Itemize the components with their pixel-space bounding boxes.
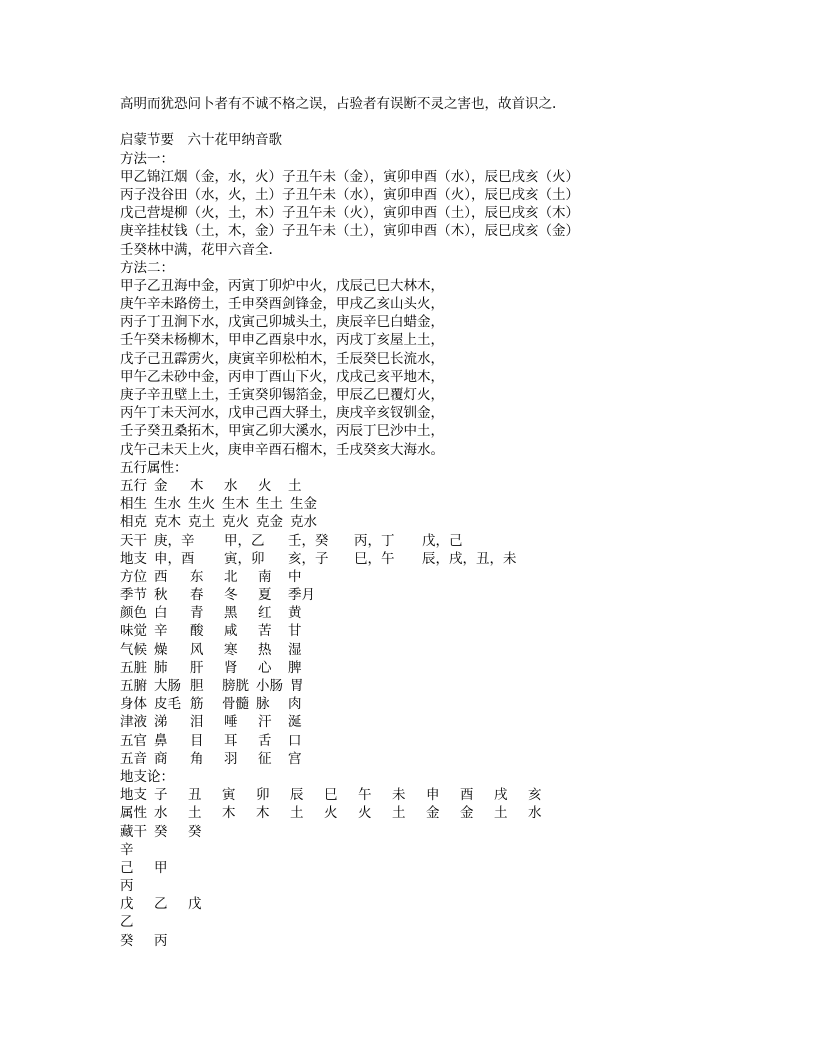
wuxing-row [120, 750, 800, 768]
section-title: 启蒙节要 六十花甲纳音歌 [120, 132, 282, 149]
dizhi-attribute-row [120, 804, 800, 822]
cell: 脉 [256, 696, 270, 713]
method1-line: 壬癸林中满，花甲六音全. [120, 241, 273, 258]
cell: 燥 [154, 641, 168, 658]
cell: 木 [222, 805, 236, 822]
cell: 丙 [120, 878, 134, 895]
row-label: 相生 [120, 496, 147, 513]
cell: 克土 [188, 514, 215, 531]
cell: 生木 [222, 496, 249, 513]
cell: 戌 [494, 787, 508, 804]
wuxing-row [120, 677, 800, 695]
wuxing-row [120, 659, 800, 677]
cell: 皮毛 [154, 696, 181, 713]
cell: 胆 [190, 678, 204, 694]
wuxing-row [120, 732, 800, 750]
intro-text: 高明而犹恐问卜者有不诚不格之误，占验者有误断不灵之害也，故首识之. [120, 96, 557, 112]
cell: 乙 [120, 914, 134, 931]
dizhi-branch-row [120, 786, 800, 804]
cell: 西 [154, 568, 168, 585]
method2-line: 壬子癸丑桑拓木，甲寅乙卯大溪水，丙辰丁巳沙中土， [120, 423, 444, 440]
row-label: 地支 [120, 550, 147, 567]
cell: 水 [224, 477, 238, 494]
cell: 丙 [154, 932, 168, 949]
cell: 甲，乙 [224, 532, 265, 549]
cell: 商 [154, 750, 168, 767]
cell: 戊 [188, 896, 202, 913]
cell: 寒 [224, 641, 238, 658]
method1-heading: 方法一： [120, 150, 174, 167]
cell: 肝 [190, 659, 204, 676]
cell: 舌 [258, 732, 272, 749]
cell: 水 [528, 805, 542, 822]
cell: 土 [494, 805, 508, 822]
row-label: 属性 [120, 805, 147, 822]
cell: 宫 [288, 750, 302, 767]
cell: 口 [288, 732, 302, 749]
cell: 生土 [256, 496, 283, 513]
cell: 戊，己 [422, 532, 463, 549]
method1-line: 戊己营堤柳（火，土，木）子丑午未（火），寅卯申酉（土），辰巳戌亥（木） [120, 205, 579, 222]
cell: 土 [392, 805, 406, 822]
cell: 木 [256, 805, 270, 822]
row-label: 五腑 [120, 678, 147, 694]
row-label: 颜色 [120, 605, 147, 622]
cell: 申 [426, 787, 440, 804]
cell: 申，酉 [154, 550, 195, 567]
cell: 亥，子 [288, 550, 329, 567]
canggan-row [120, 932, 800, 950]
cell: 白 [154, 605, 168, 622]
cell: 肺 [154, 659, 168, 676]
cell: 生水 [154, 496, 181, 513]
method2-line: 丙午丁未天河水，戊申己酉大驿土，庚戌辛亥钗钏金， [120, 405, 444, 422]
cell: 红 [258, 605, 272, 622]
cell: 辰，戌，丑，未 [422, 550, 517, 567]
cell: 征 [258, 750, 272, 767]
cell: 热 [258, 641, 272, 658]
cell: 耳 [224, 732, 238, 749]
cell: 寅 [222, 787, 236, 804]
cell: 汗 [258, 714, 272, 731]
row-label: 季节 [120, 587, 147, 604]
cell: 土 [290, 805, 304, 822]
method1-line: 庚辛挂杖钱（土，木，金）子丑午未（土），寅卯申酉（木），辰巳戌亥（金） [120, 223, 579, 240]
cell: 辛 [120, 841, 134, 858]
cell: 寅，卯 [224, 550, 265, 567]
cell: 己 [120, 859, 134, 876]
cell: 涎 [288, 714, 302, 731]
row-label: 方位 [120, 568, 147, 585]
cell: 角 [190, 750, 204, 767]
cell: 心 [258, 659, 272, 676]
wuxing-row [120, 604, 800, 622]
cell: 夏 [258, 587, 272, 604]
cell: 黄 [288, 605, 302, 622]
cell: 膀胱 [222, 678, 249, 694]
cell: 克水 [290, 514, 317, 531]
row-label: 气候 [120, 641, 147, 658]
method2-line: 甲子乙丑海中金，丙寅丁卯炉中火，戊辰己巳大林木， [120, 277, 444, 294]
cell: 鼻 [154, 732, 168, 749]
cell: 巳 [324, 787, 338, 804]
canggan-row [120, 913, 800, 931]
cell: 水 [154, 805, 168, 822]
cell: 北 [224, 568, 238, 585]
cell: 卯 [256, 787, 270, 804]
wuxing-row [120, 586, 800, 604]
row-label: 津液 [120, 714, 147, 731]
cell: 目 [190, 732, 204, 749]
method2-line: 庚午辛未路傍土，壬申癸酉剑锋金，甲戌乙亥山头火， [120, 296, 444, 313]
cell: 咸 [224, 623, 238, 640]
cell: 肾 [224, 659, 238, 676]
cell: 癸 [120, 932, 134, 949]
cell: 季月 [288, 587, 315, 604]
cell: 冬 [224, 587, 238, 604]
method2-line: 庚子辛丑壁上土，壬寅癸卯锡箔金，甲辰乙巳覆灯火， [120, 387, 444, 403]
method2-line: 甲午乙未砂中金，丙申丁酉山下火，戊戌己亥平地木， [120, 368, 444, 385]
cell: 金 [460, 805, 474, 822]
wuxing-row [120, 622, 800, 640]
row-label: 藏干 [120, 823, 147, 840]
method2-line: 丙子丁丑涧下水，戊寅己卯城头土，庚辰辛巳白蜡金， [120, 314, 444, 331]
wuxing-row [120, 513, 800, 531]
cell: 骨髓 [222, 696, 249, 713]
row-label: 地支 [120, 787, 147, 804]
wuxing-row [120, 713, 800, 731]
cell: 巳，午 [354, 550, 395, 567]
cell: 庚，辛 [154, 532, 195, 549]
cell: 中 [288, 568, 302, 585]
method1-line: 丙子没谷田（水，火，土）子丑午未（水），寅卯申酉（火），辰巳戌亥（土） [120, 186, 579, 203]
cell: 小肠 [256, 678, 283, 694]
cell: 金 [154, 477, 168, 494]
cell: 壬，癸 [288, 532, 329, 549]
cell: 涕 [154, 714, 168, 731]
cell: 甲 [154, 859, 168, 876]
method2-line: 戊子己丑霹雳火，庚寅辛卯松柏木，壬辰癸巳长流水， [120, 350, 444, 367]
cell: 大肠 [154, 678, 181, 694]
cell: 火 [258, 477, 272, 494]
cell: 羽 [224, 750, 238, 767]
cell: 癸 [154, 823, 168, 840]
cell: 辰 [290, 787, 304, 804]
cell: 亥 [528, 787, 542, 804]
cell: 黑 [224, 605, 238, 622]
cell: 克木 [154, 514, 181, 531]
cell: 癸 [188, 823, 202, 840]
cell: 戊 [120, 896, 134, 913]
cell: 肉 [288, 696, 302, 713]
cell: 生金 [290, 496, 317, 513]
row-label: 天干 [120, 532, 147, 549]
document-page [120, 95, 800, 950]
dizhi-row [120, 550, 800, 568]
cell: 辛 [154, 623, 168, 640]
row-label: 相克 [120, 514, 147, 531]
method1-line: 甲乙锦江烟（金，水，火）子丑午未（金），寅卯申酉（水），辰巳戌亥（火） [120, 168, 579, 185]
row-label: 五行 [120, 477, 147, 494]
cell: 克金 [256, 514, 283, 531]
cell: 午 [358, 787, 372, 804]
cell: 脾 [288, 659, 302, 676]
cell: 湿 [288, 641, 302, 658]
canggan-row [120, 895, 800, 913]
spacer [120, 113, 800, 131]
cell: 乙 [154, 896, 168, 913]
row-label: 味觉 [120, 623, 147, 640]
wuxing-row [120, 495, 800, 513]
cell: 丑 [188, 787, 202, 804]
dizhilun-heading: 地支论： [120, 768, 174, 785]
method2-heading: 方法二： [120, 259, 174, 276]
cell: 泪 [190, 714, 204, 731]
wuxing-heading: 五行属性： [120, 459, 188, 476]
cell: 风 [190, 641, 204, 658]
cell: 丙，丁 [354, 532, 395, 549]
cell: 唾 [224, 714, 238, 731]
cell: 苦 [258, 623, 272, 640]
cell: 青 [190, 605, 204, 622]
row-label: 五官 [120, 732, 147, 749]
cell: 南 [258, 568, 272, 585]
wuxing-row [120, 568, 800, 586]
cell: 未 [392, 787, 406, 804]
cell: 生火 [188, 496, 215, 513]
cell: 火 [324, 805, 338, 822]
cell: 火 [358, 805, 372, 822]
canggan-row [120, 877, 800, 895]
cell: 胃 [290, 678, 304, 694]
wuxing-row [120, 695, 800, 713]
cell: 春 [190, 587, 204, 604]
tiangan-row [120, 532, 800, 550]
cell: 秋 [154, 587, 168, 604]
cell: 子 [154, 787, 168, 804]
method2-line: 戊午己未天上火，庚申辛酉石榴木，壬戌癸亥大海水。 [120, 441, 444, 458]
canggan-row [120, 841, 800, 859]
row-label: 五音 [120, 750, 147, 767]
cell: 筋 [190, 696, 204, 713]
cell: 金 [426, 805, 440, 822]
cell: 酸 [190, 623, 204, 640]
cell: 土 [288, 477, 302, 494]
row-label: 五脏 [120, 659, 147, 676]
cell: 土 [188, 805, 202, 822]
row-label: 身体 [120, 696, 147, 713]
cell: 东 [190, 568, 204, 585]
cell: 木 [190, 477, 204, 494]
canggan-row [120, 859, 800, 877]
cell: 甘 [288, 623, 302, 640]
method2-line: 壬午癸未杨柳木，甲申乙酉泉中水，丙戌丁亥屋上土， [120, 332, 444, 349]
wuxing-row [120, 641, 800, 659]
cell: 克火 [222, 514, 249, 531]
cell: 酉 [460, 787, 474, 804]
canggan-row [120, 823, 800, 841]
wuxing-row [120, 477, 800, 495]
